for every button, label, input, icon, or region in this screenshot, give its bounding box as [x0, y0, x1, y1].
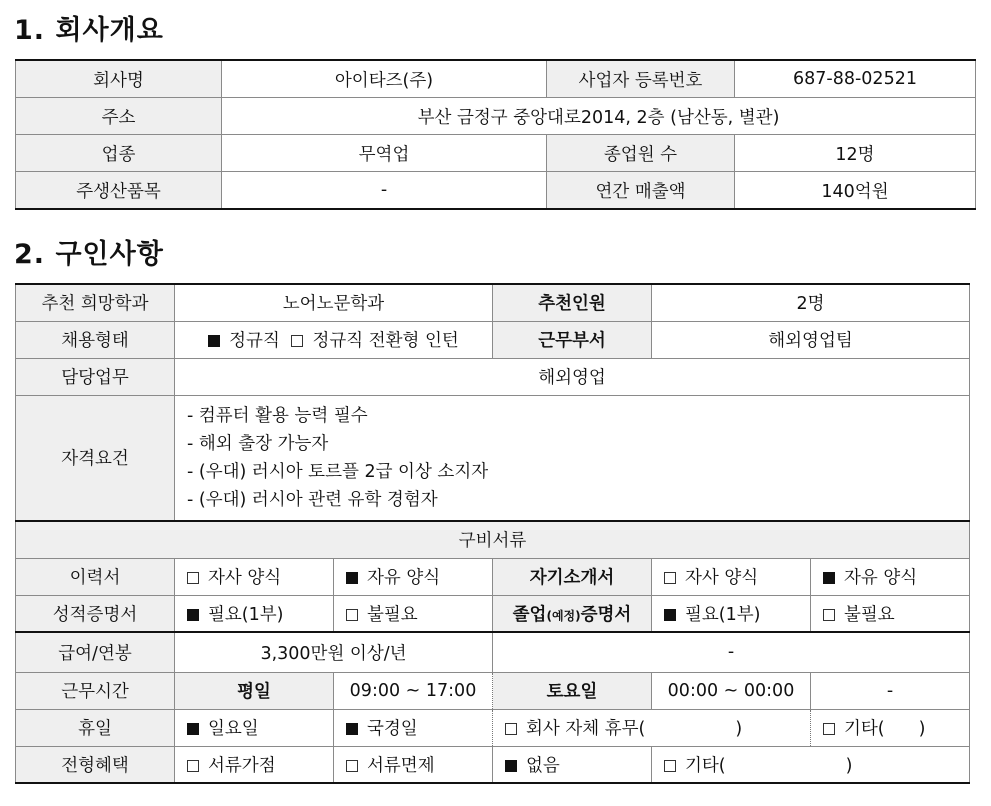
unchecked-box-icon[interactable]	[187, 572, 199, 584]
option-label: )	[845, 755, 853, 776]
checked-box-icon[interactable]	[823, 572, 835, 584]
intro-option-1	[652, 558, 811, 595]
table-row	[16, 60, 976, 98]
checked-box-icon[interactable]	[346, 572, 358, 584]
address-value: 부산 금정구 중앙대로2014, 2층 (남산동, 별관)	[222, 98, 976, 135]
option-label: 자유 양식	[367, 568, 441, 588]
salary-value: 3,300만원 이상/년	[175, 632, 493, 672]
option-label: 불필요	[367, 604, 418, 625]
intro-option-2	[811, 558, 970, 595]
unchecked-box-icon[interactable]	[346, 760, 358, 772]
company-overview-table	[15, 59, 976, 210]
sales-label: 연간 매출액	[547, 172, 735, 210]
benefit-option-1	[175, 746, 334, 783]
industry-label: 업종	[16, 135, 222, 172]
weekday-hours: 09:00 ~ 17:00	[334, 672, 493, 709]
option-label: 서류면제	[367, 755, 435, 776]
section1-title: 1. 회사개요	[14, 15, 164, 46]
option-label: 필요(1부)	[685, 604, 761, 625]
grad-label-part: 졸업	[512, 604, 547, 625]
holiday-option-1	[175, 709, 334, 746]
option-label: 기타(	[685, 755, 726, 776]
option-label: 회사 자체 휴무(	[526, 719, 646, 739]
employees-label: 종업원 수	[547, 135, 735, 172]
grad-label-part: 증명서	[580, 604, 632, 625]
product-label: 주생산품목	[16, 172, 222, 210]
list-item: - 컴퓨터 활용 능력 필수	[187, 405, 368, 426]
count-label: 추천인원	[493, 284, 652, 321]
resume-option-1	[175, 558, 334, 595]
grade-label: 성적증명서	[16, 595, 175, 632]
list-item: - (우대) 러시아 관련 유학 경험자	[187, 489, 438, 510]
table-row	[16, 284, 970, 321]
grad-option-2	[811, 595, 970, 632]
resume-label: 이력서	[16, 558, 175, 595]
employees-value: 12명	[735, 135, 976, 172]
salary-other: -	[493, 632, 970, 672]
grade-option-1	[175, 595, 334, 632]
unchecked-box-icon[interactable]	[291, 335, 303, 347]
company-name-value: 아이타즈(주)	[222, 60, 547, 98]
benefit-label: 전형혜택	[16, 746, 175, 783]
option-label: 자사 양식	[208, 568, 282, 588]
table-row	[16, 558, 970, 595]
unchecked-box-icon[interactable]	[664, 760, 676, 772]
option-label: 없음	[526, 755, 560, 776]
duty-label: 담당업무	[16, 358, 175, 395]
option-label: 국경일	[367, 719, 418, 739]
dept-value: 노어노문학과	[175, 284, 493, 321]
benefit-option-2	[334, 746, 493, 783]
unchecked-box-icon[interactable]	[664, 572, 676, 584]
duty-value: 해외영업	[175, 358, 970, 395]
table-row	[16, 135, 976, 172]
option-label: 서류가점	[208, 755, 276, 776]
employ-type-options	[175, 321, 493, 358]
table-row	[16, 358, 970, 395]
grade-option-2	[334, 595, 493, 632]
qual-label: 자격요건	[16, 395, 175, 521]
option-label: 일요일	[208, 719, 259, 739]
industry-value: 무역업	[222, 135, 547, 172]
unchecked-box-icon[interactable]	[823, 609, 835, 621]
grad-label-expected: (예정)	[546, 608, 581, 623]
hours-label: 근무시간	[16, 672, 175, 709]
dept-label: 추천 희망학과	[16, 284, 175, 321]
company-name-label: 회사명	[16, 60, 222, 98]
holiday-option-2	[334, 709, 493, 746]
weekday-label: 평일	[175, 672, 334, 709]
option-label: 자유 양식	[844, 568, 918, 588]
section2-title: 2. 구인사항	[14, 239, 164, 270]
salary-label: 급여/연봉	[16, 632, 175, 672]
table-row	[16, 746, 970, 783]
product-value: -	[222, 172, 547, 210]
table-row	[16, 672, 970, 709]
saturday-other: -	[811, 672, 970, 709]
qual-list	[175, 395, 970, 521]
table-row	[16, 709, 970, 746]
table-row	[16, 395, 970, 521]
benefit-option-4	[652, 746, 970, 783]
table-row	[16, 595, 970, 632]
list-item: - 해외 출장 가능자	[187, 433, 329, 454]
checked-box-icon[interactable]	[208, 335, 220, 347]
unchecked-box-icon[interactable]	[505, 723, 517, 735]
unchecked-box-icon[interactable]	[187, 760, 199, 772]
table-row	[16, 521, 970, 558]
option-label: 불필요	[844, 604, 895, 625]
table-row	[16, 98, 976, 135]
biz-no-value: 687-88-02521	[735, 60, 976, 98]
table-row	[16, 172, 976, 210]
option-label: )	[918, 719, 926, 739]
sales-value: 140억원	[735, 172, 976, 210]
table-row	[16, 321, 970, 358]
holiday-option-3	[493, 709, 811, 746]
docs-header: 구비서류	[16, 521, 970, 558]
work-dept-value: 해외영업팀	[652, 321, 970, 358]
saturday-label: 토요일	[493, 672, 652, 709]
option-label: 정규직 전환형 인턴	[312, 331, 459, 351]
checked-box-icon[interactable]	[505, 760, 517, 772]
option-label: 필요(1부)	[208, 604, 284, 625]
job-posting-table	[15, 283, 970, 784]
address-label: 주소	[16, 98, 222, 135]
checked-box-icon[interactable]	[664, 609, 676, 621]
count-value: 2명	[652, 284, 970, 321]
intro-label: 자기소개서	[493, 558, 652, 595]
option-label: 정규직	[229, 331, 280, 351]
holiday-label: 휴일	[16, 709, 175, 746]
unchecked-box-icon[interactable]	[346, 609, 358, 621]
biz-no-label: 사업자 등록번호	[547, 60, 735, 98]
holiday-option-4	[811, 709, 970, 746]
work-dept-label: 근무부서	[493, 321, 652, 358]
table-row	[16, 632, 970, 672]
option-label: 자사 양식	[685, 568, 759, 588]
checked-box-icon[interactable]	[346, 723, 358, 735]
list-item: - (우대) 러시아 토르플 2급 이상 소지자	[187, 461, 489, 482]
employ-type-label: 채용형태	[16, 321, 175, 358]
saturday-hours: 00:00 ~ 00:00	[652, 672, 811, 709]
option-label: 기타(	[844, 719, 885, 739]
benefit-option-3	[493, 746, 652, 783]
unchecked-box-icon[interactable]	[823, 723, 835, 735]
checked-box-icon[interactable]	[187, 723, 199, 735]
grad-cert-label	[493, 595, 652, 632]
resume-option-2	[334, 558, 493, 595]
option-label: )	[735, 719, 743, 739]
grad-option-1	[652, 595, 811, 632]
checked-box-icon[interactable]	[187, 609, 199, 621]
